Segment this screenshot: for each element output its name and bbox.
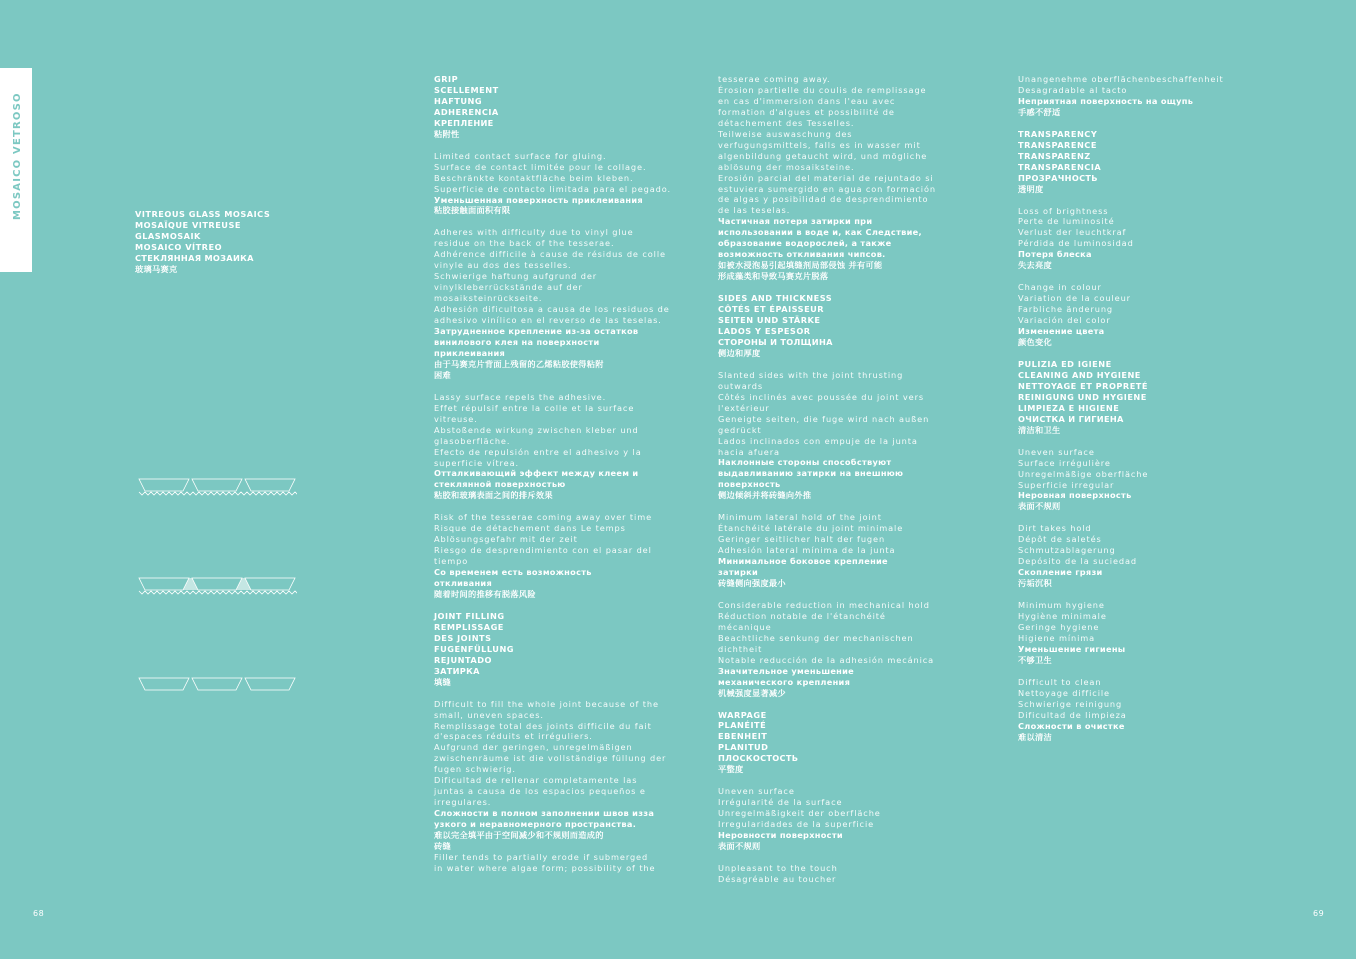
- text-line: Riesgo de desprendimiento con el pasar del: [434, 545, 652, 556]
- text-line: verfugungsmittels, falls es in wasser mit: [718, 139, 921, 150]
- text-line: Abstoßende wirkung zwischen kleber und: [434, 424, 639, 435]
- translation-line: ПРОЗРАЧНОСТЬ: [1018, 172, 1098, 183]
- text-line: Effet répulsif entre la colle et la surface: [434, 402, 635, 413]
- side-tab-label: MOSAICO VETROSO: [12, 92, 23, 220]
- heading-line: REINIGUNG UND HYGIENE: [1018, 391, 1147, 402]
- text-line: Schwierige reinigung: [1018, 698, 1123, 709]
- heading-line: CLEANING AND HYGIENE: [1018, 369, 1141, 380]
- translation-line: 清洁和卫生: [1018, 424, 1061, 435]
- heading-line: NETTOYAGE ET PROPRETÉ: [1018, 380, 1148, 391]
- translation-line: 不够卫生: [1018, 654, 1052, 665]
- text-line: Considerable reduction in mechanical hold: [718, 599, 930, 610]
- translation-line: 随着时间的推移有脱落风险: [434, 588, 536, 599]
- text-line: Lados inclinados con empuje de la junta: [718, 435, 918, 446]
- text-line: Remplissage total des joints difficile du fait: [434, 720, 652, 731]
- text-line: Adhérence difficile à cause de résidus de colle: [434, 249, 666, 260]
- text-line: adhesivo vinílico en el reverso de las teselas.: [434, 315, 662, 326]
- heading-line: SEITEN UND STÄRKE: [718, 315, 821, 326]
- translation-line: механического крепления: [718, 676, 851, 687]
- text-line: algenbildung getaucht wird, und mögliche: [718, 150, 928, 161]
- text-line: Adhesión dificultosa a causa de los residuos de: [434, 304, 670, 315]
- text-line: gedrückt: [718, 424, 762, 435]
- translation-line: 侧边倾斜并将砖缝向外推: [718, 490, 812, 501]
- heading-line: REJUNTADO: [434, 654, 492, 665]
- text-line: juntas a causa de los espacios pequeños e: [434, 786, 646, 797]
- text-line: Geneigte seiten, die fuge wird nach außen: [718, 413, 930, 424]
- text-line: Efecto de repulsión entre el adhesivo y la: [434, 446, 642, 457]
- text-line: Ablösungsgefahr mit der zeit: [434, 534, 578, 545]
- text-line: in water where algae form; possibility of the: [434, 862, 656, 873]
- translation-line: ПЛОСКОСТОСТЬ: [718, 753, 799, 764]
- translation-line: 砖缝侧向强度最小: [718, 577, 786, 588]
- spacer: [434, 140, 694, 151]
- spacer: [718, 775, 978, 786]
- translation-line: 填缝: [434, 676, 451, 687]
- heading-line: HAFTUNG: [434, 95, 483, 106]
- text-line: Perte de luminosité: [1018, 216, 1115, 227]
- text-line: vitreuse.: [434, 413, 478, 424]
- translation-line: поверхность: [718, 479, 781, 490]
- spacer: [434, 216, 694, 227]
- text-line: vinyle au dos des tesselles.: [434, 260, 572, 271]
- translation-line: 表面不规则: [718, 841, 761, 851]
- translation-line: Неприятная поверхность на ощупь: [1018, 95, 1194, 106]
- text-line: Minimum hygiene: [1018, 600, 1105, 611]
- spacer: [718, 282, 978, 293]
- translation-line: откливания: [434, 578, 493, 589]
- translation-line: Сложности в полном заполнении швов изза: [434, 808, 655, 819]
- text-line: Filler tends to partially erode if submerged: [434, 851, 649, 862]
- translation-line: Уменьшение гигиены: [1018, 643, 1126, 654]
- spacer: [1018, 271, 1278, 282]
- translation-line: образование водорослей, а также: [718, 238, 892, 249]
- heading-line: FUGENFÜLLUNG: [434, 643, 515, 654]
- text-line: Surface irrégulière: [1018, 457, 1111, 468]
- translation-line: Скопление грязи: [1018, 567, 1103, 578]
- heading-line: MOSAÏQUE VITREUSE: [135, 219, 241, 230]
- text-line: fugen schwierig.: [434, 764, 516, 775]
- translation-line: 污垢沉积: [1018, 578, 1052, 589]
- text-line: Unpleasant to the touch: [718, 862, 838, 873]
- tesserae-illustration-grip: [137, 475, 297, 497]
- heading-line: DES JOINTS: [434, 632, 492, 643]
- text-line: Unregelmäßigkeit der oberfläche: [718, 808, 881, 819]
- spacer: [434, 600, 694, 611]
- heading-line: LADOS Y ESPESOR: [718, 325, 811, 336]
- translation-line: 如被水浸泡易引起填缝剂局部侵蚀 并有可能: [718, 260, 883, 271]
- heading-line: SIDES AND THICKNESS: [718, 293, 833, 304]
- translation-line: 由于马赛克片背面上残留的乙烯粘胶使得粘附: [434, 358, 604, 369]
- text-line: vinylkleberrückstände auf der: [434, 282, 583, 293]
- text-line: superficie vítrea.: [434, 457, 520, 468]
- text-line: de las teselas.: [718, 205, 791, 216]
- translation-line: Сложности в очистке: [1018, 720, 1125, 731]
- spacer: [718, 501, 978, 512]
- text-line: Limited contact surface for gluing.: [434, 150, 607, 161]
- spacer: [1018, 118, 1278, 129]
- text-line: Érosion partielle du coulis de remplissage: [718, 84, 927, 95]
- text-line: Beachtliche senkung der mechanischen: [718, 632, 914, 643]
- heading-line: ADHERENCIA: [434, 106, 499, 117]
- text-line: d'espaces réduits et irréguliers.: [434, 731, 593, 742]
- text-line: Loss of brightness: [1018, 205, 1109, 216]
- spacer: [434, 501, 694, 512]
- translation-line: 平整度: [718, 764, 744, 775]
- text-line: Aufgrund der geringen, unregelmäßigen: [434, 742, 633, 753]
- text-line: Uneven surface: [1018, 446, 1095, 457]
- spacer: [1018, 512, 1278, 523]
- heading-line: GRIP: [434, 74, 459, 84]
- text-line: Dificultad de limpieza: [1018, 709, 1127, 720]
- text-line: Lassy surface repels the adhesive.: [434, 391, 607, 402]
- text-line: dichtheit: [718, 643, 763, 654]
- translation-line: выдавливанию затирки на внешнюю: [718, 468, 904, 479]
- heading-line: PULIZIA ED IGIENE: [1018, 358, 1112, 369]
- spacer: [434, 688, 694, 699]
- translation-line: винилового клея на поверхности: [434, 336, 600, 347]
- spacer: [1018, 436, 1278, 447]
- spacer: [1018, 195, 1278, 206]
- translation-line: Потеря блеска: [1018, 249, 1092, 260]
- heading-line: TRANSPARENZ: [1018, 150, 1091, 161]
- text-line: en cas d'immersion dans l'eau avec: [718, 95, 896, 106]
- translation-line: 透明度: [1018, 183, 1044, 194]
- text-column-1: [434, 74, 694, 874]
- translation-line: Минимальное боковое крепление: [718, 556, 888, 567]
- text-line: mécanique: [718, 621, 772, 632]
- spacer: [1018, 348, 1278, 359]
- text-line: Notable reducción de la adhesión mecánica: [718, 654, 935, 665]
- spacer: [718, 699, 978, 710]
- text-line: détachement des Tesselles.: [718, 117, 855, 128]
- text-line: Unregelmäßige oberfläche: [1018, 468, 1149, 479]
- heading-line: PLANITUD: [718, 742, 769, 753]
- text-line: Difficult to clean: [1018, 676, 1102, 687]
- text-line: residue on the back of the tesserae.: [434, 238, 615, 249]
- spacer: [718, 852, 978, 863]
- translation-line: стеклянной поверхностью: [434, 479, 566, 490]
- text-line: Risk of the tesserae coming away over time: [434, 512, 653, 523]
- text-line: outwards: [718, 380, 764, 391]
- text-line: Beschränkte kontaktfläche beim kleben.: [434, 172, 634, 183]
- text-line: estuviera sumergido en agua con formación: [718, 183, 936, 194]
- text-line: Irregularidades de la superficie: [718, 819, 875, 830]
- text-line: Adheres with difficulty due to vinyl glue: [434, 227, 634, 238]
- section-title: [135, 209, 270, 275]
- text-line: Risque de détachement dans Le temps: [434, 523, 626, 534]
- translation-line: Наклонные стороны способствуют: [718, 457, 892, 468]
- heading-line: WARPAGE: [718, 709, 767, 720]
- text-line: Minimum lateral hold of the joint: [718, 512, 882, 523]
- translation-line: 失去亮度: [1018, 260, 1052, 271]
- text-line: l'extérieur: [718, 402, 770, 413]
- text-line: Irrégularité de la surface: [718, 797, 843, 808]
- text-line: Erosión parcial del material de rejuntado si: [718, 172, 934, 183]
- translation-line: использовании в воде и, как Следствие,: [718, 227, 922, 238]
- heading-line: PLANÉITÉ: [718, 720, 767, 731]
- translation-line: ЗАТИРКА: [434, 665, 480, 676]
- text-line: hacia afuera: [718, 446, 780, 457]
- spacer: [1018, 589, 1278, 600]
- translation-line: 机械强度显著减少: [718, 687, 786, 698]
- text-line: Difficult to fill the whole joint because of the: [434, 698, 659, 709]
- heading-line: REMPLISSAGE: [434, 621, 504, 632]
- text-line: Farbliche änderung: [1018, 304, 1113, 315]
- text-line: Schmutzablagerung: [1018, 545, 1116, 556]
- translation-line: 难以完全填平由于空间减少和不规则而造成的: [434, 830, 604, 841]
- translation-line: КРЕПЛЕНИЕ: [434, 117, 494, 128]
- translation-line: Частичная потеря затирки при: [718, 216, 873, 227]
- text-line: Superficie de contacto limitada para el pegado.: [434, 183, 672, 194]
- text-line: Variación del color: [1018, 315, 1111, 326]
- text-line: Dificultad de rellenar completamente las: [434, 775, 638, 786]
- text-line: Schwierige haftung aufgrund der: [434, 271, 598, 282]
- translation-line: возможность откливания чипсов.: [718, 249, 886, 260]
- spacer: [718, 359, 978, 370]
- text-line: Uneven surface: [718, 786, 795, 797]
- text-column-3: [1018, 74, 1278, 743]
- text-line: Geringe hygiene: [1018, 621, 1100, 632]
- translation-line: 侧边和厚度: [718, 347, 761, 358]
- translation-line: Уменьшенная поверхность приклеивания: [434, 194, 643, 205]
- translation-line: Изменение цвета: [1018, 326, 1105, 337]
- text-line: Dépôt de saletés: [1018, 534, 1102, 545]
- translation-line: 手感不舒适: [1018, 106, 1061, 117]
- text-line: Désagréable au toucher: [718, 873, 837, 884]
- text-line: Desagradable al tacto: [1018, 84, 1128, 95]
- text-line: irregulares.: [434, 797, 492, 808]
- translation-line: 玻璃马赛克: [135, 263, 178, 274]
- text-line: Nettoyage difficile: [1018, 687, 1110, 698]
- heading-line: MOSAICO VÍTREO: [135, 241, 223, 252]
- text-line: glasoberfläche.: [434, 435, 511, 446]
- text-line: Surface de contact limitée pour le collage.: [434, 161, 647, 172]
- heading-line: VITREOUS GLASS MOSAICS: [135, 209, 271, 219]
- spacer: [434, 381, 694, 392]
- text-line: Pérdida de luminosidad: [1018, 238, 1134, 249]
- translation-line: СТЕКЛЯННАЯ МОЗАИКА: [135, 252, 254, 263]
- translation-line: 粘胶和玻璃表面之间的排斥效果: [434, 490, 553, 501]
- translation-line: Неровности поверхности: [718, 830, 843, 841]
- heading-line: TRANSPARENCE: [1018, 139, 1097, 150]
- text-line: Côtés inclinés avec poussée du joint vers: [718, 391, 925, 402]
- translation-line: Отталкивающий эффект между клеем и: [434, 468, 639, 479]
- text-line: tiempo: [434, 556, 469, 567]
- text-line: Dirt takes hold: [1018, 523, 1092, 534]
- heading-line: TRANSPARENCY: [1018, 128, 1098, 139]
- heading-line: EBENHEIT: [718, 731, 768, 742]
- page-number-left: 68: [33, 909, 45, 918]
- tesserae-illustration-joint: [137, 574, 297, 596]
- text-column-2: [718, 74, 978, 885]
- heading-line: GLASMOSAIK: [135, 230, 201, 241]
- translation-line: 颜色变化: [1018, 337, 1052, 348]
- translation-line: 形成藻类和导致马赛克片脱落: [718, 271, 829, 282]
- text-line: zwischenräume ist die vollständige füllung der: [434, 753, 667, 764]
- text-line: Réduction notable de l'étanchéité: [718, 610, 886, 621]
- translation-line: затирки: [718, 567, 759, 578]
- text-line: Change in colour: [1018, 282, 1102, 293]
- translation-line: Значительное уменьшение: [718, 665, 855, 676]
- text-line: ablösung der mosaiksteine.: [718, 161, 855, 172]
- text-line: Teilweise auswaschung des: [718, 128, 853, 139]
- translation-line: ОЧИСТКА И ГИГИЕНА: [1018, 413, 1124, 424]
- tesserae-illustration-sides: [137, 674, 297, 696]
- translation-line: Со временем есть возможность: [434, 567, 592, 578]
- text-line: Higiene mínima: [1018, 632, 1096, 643]
- text-line: Geringer seitlicher halt der fugen: [718, 534, 886, 545]
- text-line: Variation de la couleur: [1018, 293, 1131, 304]
- text-line: tesserae coming away.: [718, 74, 831, 84]
- heading-line: JOINT FILLING: [434, 610, 505, 621]
- translation-line: 砖缝: [434, 841, 451, 851]
- translation-line: СТОРОНЫ И ТОЛЩИНА: [718, 336, 833, 347]
- translation-line: приклеивания: [434, 347, 506, 358]
- text-line: Hygiène minimale: [1018, 611, 1107, 622]
- heading-line: TRANSPARENCIA: [1018, 161, 1102, 172]
- heading-line: SCELLEMENT: [434, 84, 499, 95]
- text-line: Étanchéité latérale du joint minimale: [718, 523, 904, 534]
- translation-line: 粘附性: [434, 128, 460, 139]
- text-line: small, uneven spaces.: [434, 709, 544, 720]
- translation-line: 粘胶接触面面积有限: [434, 205, 511, 216]
- text-line: Slanted sides with the joint thrusting: [718, 369, 904, 380]
- translation-line: 表面不规则: [1018, 501, 1061, 512]
- text-line: Unangenehme oberflächenbeschaffenheit: [1018, 74, 1224, 84]
- translation-line: Затрудненное крепление из-за остатков: [434, 326, 639, 337]
- text-line: Verlust der leuchtkraf: [1018, 227, 1127, 238]
- text-line: mosaiksteinrückseite.: [434, 293, 543, 304]
- spacer: [1018, 666, 1278, 677]
- text-line: Depósito de la suciedad: [1018, 556, 1138, 567]
- heading-line: CÔTÉS ET ÉPAISSEUR: [718, 304, 825, 315]
- heading-line: LIMPIEZA E HIGIENE: [1018, 402, 1120, 413]
- text-line: formation d'algues et possibilité de: [718, 106, 895, 117]
- translation-line: узкого и неравномерного пространства.: [434, 819, 637, 830]
- page-number-right: 69: [1313, 909, 1325, 918]
- text-line: Superficie irregular: [1018, 479, 1115, 490]
- translation-line: 困难: [434, 369, 451, 380]
- translation-line: 难以清洁: [1018, 731, 1052, 742]
- text-line: de algas y posibilidad de desprendimiento: [718, 194, 929, 205]
- translation-line: Неровная поверхность: [1018, 490, 1132, 501]
- spacer: [718, 589, 978, 600]
- text-line: Adhesión lateral mínima de la junta: [718, 545, 896, 556]
